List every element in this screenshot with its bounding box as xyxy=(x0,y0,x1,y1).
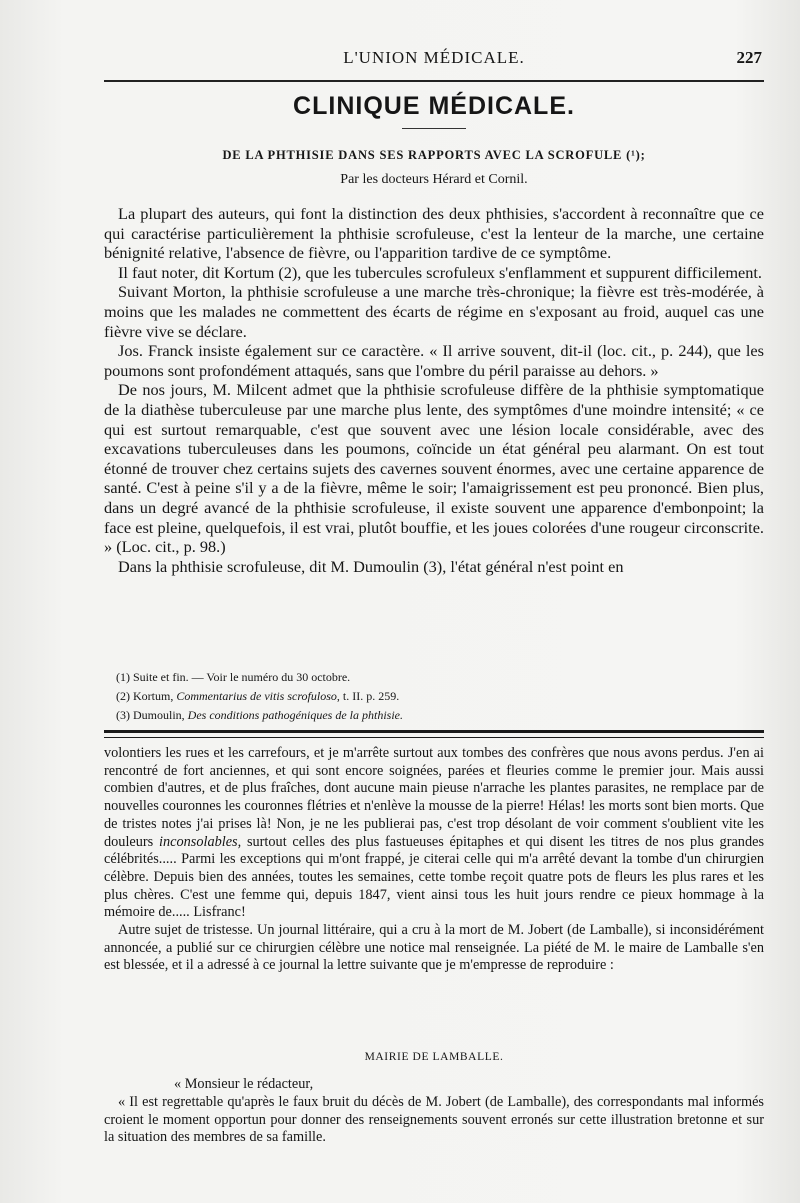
paragraph: Jos. Franck insiste également sur ce caractère. « Il arrive souvent, dit-il (loc. cit., p. 244), que les poumons sont profondément attaqués, sans que l'ombre du péril paraisse au dehors. » xyxy=(104,341,764,380)
footnote-2-prefix: (2) Kortum, xyxy=(116,689,174,703)
footnote-2-suffix: , t. II. p. 259. xyxy=(336,689,400,703)
footnote-2-title: Commentarius de vitis scrofuloso xyxy=(176,689,337,703)
paragraph: Autre sujet de tristesse. Un journal littéraire, qui a cru à la mort de M. Jobert (de Lamballe), si inconsidérément annoncée, a publié sur ce chirurgien célèbre une notice mal renseignée. La piété de M. le maire de Lamballe s'en est blessée, et il a adressé à ce journal la lettre suivante que je m'empresse de reproduire : xyxy=(104,922,764,974)
footnote-3 xyxy=(116,706,756,725)
footnotes xyxy=(116,668,756,725)
letter-paragraph: « Il est regrettable qu'après le faux bruit du décès de M. Jobert (de Lamballe), des correspondants mal informés croient le moment opportun pour donner des renseignements souvent erronés sur cette illustration bretonne et sur la situation des membres de sa famille. xyxy=(104,1093,764,1146)
running-header xyxy=(104,44,764,74)
footnote-2 xyxy=(116,687,756,706)
section-title: CLINIQUE MÉDICALE. xyxy=(293,92,575,120)
paragraph-italic: inconsolables, xyxy=(159,833,242,850)
letter-salutation: « Monsieur le rédacteur, xyxy=(174,1076,314,1092)
article-title-end: ; xyxy=(640,148,646,162)
paragraph: La plupart des auteurs, qui font la distinction des deux phthisies, s'accordent à reconnaître que ce qui caractérise particulièrement la phthisie scrofuleuse, c'est la lenteur de la marche, une certaine bénignité relative, l'absence de fièvre, ou l'apparition tardive de ce symptôme. xyxy=(104,204,764,263)
article-authors: Par les docteurs Hérard et Cornil. xyxy=(340,172,528,187)
title-rule xyxy=(402,128,466,129)
paragraph: De nos jours, M. Milcent admet que la phthisie scrofuleuse diffère de la phthisie symptomatique de la diathèse tuberculeuse par une marche plus lente, des symptômes d'une moindre intensité; « ce qui est surtout remarquable, c'est que souvent avec une lésion locale considérable, avec des excavations tuberculeuses dans les poumons, coïncide un état général peu alarmant. On est tout étonné de trouver chez certains sujets des cavernes souvent énormes, avec une certaine apparence de santé. C'est à peine s'il y a de la fièvre, même le soir; l'amaigrissement est peu prononcé. Bien plus, dans un degré avancé de la phthisie scrofuleuse, il existe souvent une apparence d'embonpoint; la face est pleine, quelquefois, il est vrai, plutôt bouffie, et les joues colorées d'une rougeur circonscrite. » (Loc. cit., p. 98.) xyxy=(104,380,764,557)
article-title xyxy=(104,148,764,163)
paragraph-text: volontiers les rues et les carrefours, et je m'arrête surtout aux tombes des confrères que nous avons perdus. J'en ai rencontré de fort anciennes, et qui sont encore soignées, parées et fleuries comme le premier jour. Mais aussi combien d'autres, et de plus fraîches, dont aucune main pieuse n'arrache les plantes parasites, ne remplace par de nouvelles couronnes les couronnes flétries et n'enlève la mousse de la pierre! Hélas! les morts sont bien morts. Que de tristes notes j'ai prises là! Non, je ne les publierai pas, c'est trop désolant de voir comment s'oublient vite les douleurs xyxy=(104,745,764,850)
paragraph-text: surtout celles des plus fastueuses épitaphes et qui disent les titres de nos plus grandes célébrités..... Parmi les exceptions qui m'ont frappé, je citerai celle qui m'a arrêté devant la tombe d'un chirurgien célèbre. Depuis bien des années, toutes les semaines, cette tombe reçoit quatre pots de fleurs les plus rares et les plus chères. C'est une femme qui, depuis 1847, vient ainsi tous les huit jours rendre ce pieux hommage à la mémoire de..... Lisfranc! xyxy=(104,833,765,921)
page-number: 227 xyxy=(736,48,762,67)
footnote-1: (1) Suite et fin. — Voir le numéro du 30 octobre. xyxy=(116,670,351,684)
article-title-text: DE LA PHTHISIE DANS SES RAPPORTS AVEC LA SCROFULE xyxy=(222,148,623,162)
article-title-note: (¹) xyxy=(626,148,641,162)
footnote-3-title: Des conditions pathogéniques de la phthisie. xyxy=(187,708,403,722)
letter-heading: MAIRIE DE LAMBALLE. xyxy=(364,1051,504,1063)
article-body-upper xyxy=(104,204,764,576)
feuilleton-rule-thick xyxy=(104,730,764,733)
running-title: L'UNION MÉDICALE. xyxy=(343,48,525,67)
header-rule xyxy=(104,80,764,82)
feuilleton-rule-thin xyxy=(104,737,764,738)
feuilleton-body xyxy=(104,745,764,975)
paragraph: Suivant Morton, la phthisie scrofuleuse a une marche très-chronique; la fièvre est très-modérée, à moins que les malades ne commettent des écarts de régime en s'exposant au froid, auquel cas une fièvre vive se déclare. xyxy=(104,282,764,341)
paragraph xyxy=(104,745,764,922)
paragraph: Dans la phthisie scrofuleuse, dit M. Dumoulin (3), l'état général n'est point en xyxy=(118,556,624,576)
paragraph: Il faut noter, dit Kortum (2), que les tubercules scrofuleux s'enflamment et suppurent difficilement. xyxy=(118,262,762,282)
letter-body xyxy=(104,1076,764,1147)
footnote-3-prefix: (3) Dumoulin, xyxy=(116,708,185,722)
